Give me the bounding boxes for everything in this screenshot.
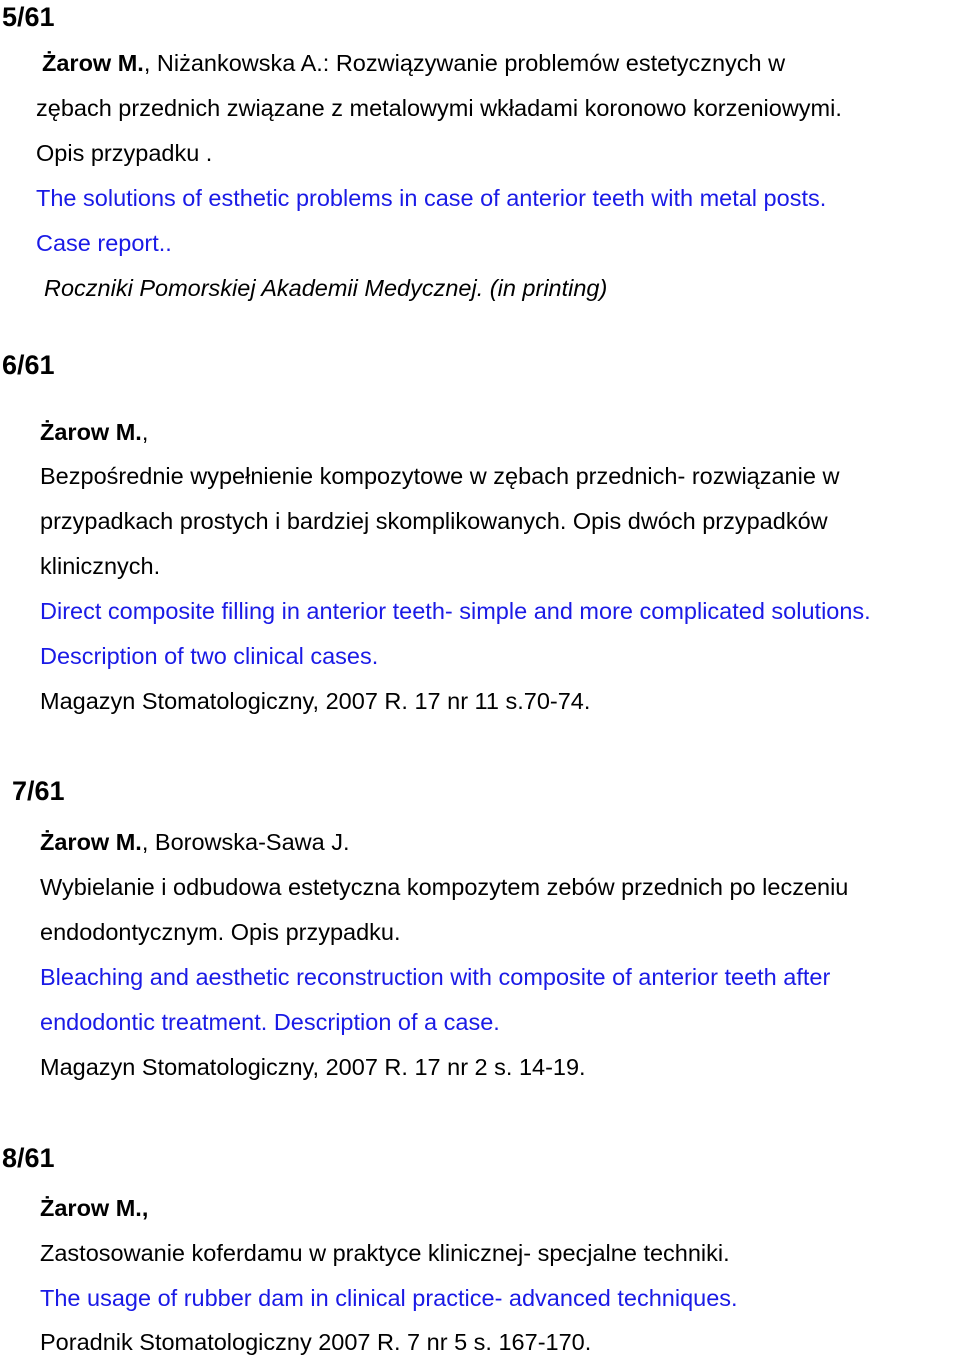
- entry-number: 8/61: [2, 1143, 55, 1173]
- english-title-line: Description of two clinical cases.: [40, 643, 379, 669]
- authors-rest: , Borowska-Sawa J.: [141, 829, 350, 855]
- entry-number: 6/61: [2, 350, 55, 380]
- entry-source: Magazyn Stomatologiczny, 2007 R. 17 nr 11 s.70-74.: [40, 688, 591, 714]
- authors-rest: ,: [141, 419, 149, 445]
- authors-rest: , Niżankowska A.: Rozwiązywanie problemów estetycznych w: [143, 50, 786, 76]
- english-title-line: The solutions of esthetic problems in case of anterior teeth with metal posts.: [36, 185, 827, 211]
- english-title-line: Case report..: [36, 230, 172, 256]
- entry-source: Poradnik Stomatologiczny 2007 R. 7 nr 5 s. 167-170.: [40, 1329, 592, 1355]
- polish-title-line: endodontycznym. Opis przypadku.: [40, 919, 401, 945]
- english-title-line: endodontic treatment. Description of a case.: [40, 1009, 500, 1035]
- entry-authors: [40, 421, 148, 445]
- author-name: Żarow M.: [40, 829, 142, 855]
- polish-title-line: Bezpośrednie wypełnienie kompozytowe w zębach przednich- rozwiązanie w: [40, 463, 840, 489]
- entry-authors: [42, 52, 785, 76]
- polish-title-line: przypadkach prostych i bardziej skomplikowanych. Opis dwóch przypadków: [40, 508, 828, 534]
- polish-title-line: klinicznych.: [40, 553, 161, 579]
- english-title-line: Bleaching and aesthetic reconstruction with composite of anterior teeth after: [40, 964, 831, 990]
- polish-title-line: Opis przypadku .: [36, 140, 213, 166]
- entry-source: Magazyn Stomatologiczny, 2007 R. 17 nr 2 s. 14-19.: [40, 1054, 586, 1080]
- entry-number: 7/61: [12, 776, 65, 806]
- polish-title-line: zębach przednich związane z metalowymi wkładami koronowo korzeniowymi.: [36, 95, 842, 121]
- author-name: Żarow M.: [40, 419, 142, 445]
- entry-authors: [40, 831, 350, 855]
- english-title-line: Direct composite filling in anterior teeth- simple and more complicated solutions.: [40, 598, 871, 624]
- entry-authors: [40, 1197, 148, 1221]
- entry-number: 5/61: [2, 2, 55, 32]
- author-name: Żarow M.,: [40, 1195, 149, 1221]
- entry-source: Roczniki Pomorskiej Akademii Medycznej. (in printing): [44, 275, 608, 301]
- polish-title-line: Zastosowanie koferdamu w praktyce klinicznej- specjalne techniki.: [40, 1240, 730, 1266]
- polish-title-line: Wybielanie i odbudowa estetyczna kompozytem zebów przednich po leczeniu: [40, 874, 849, 900]
- author-name: Żarow M.: [42, 50, 144, 76]
- english-title-line: The usage of rubber dam in clinical practice- advanced techniques.: [40, 1285, 738, 1311]
